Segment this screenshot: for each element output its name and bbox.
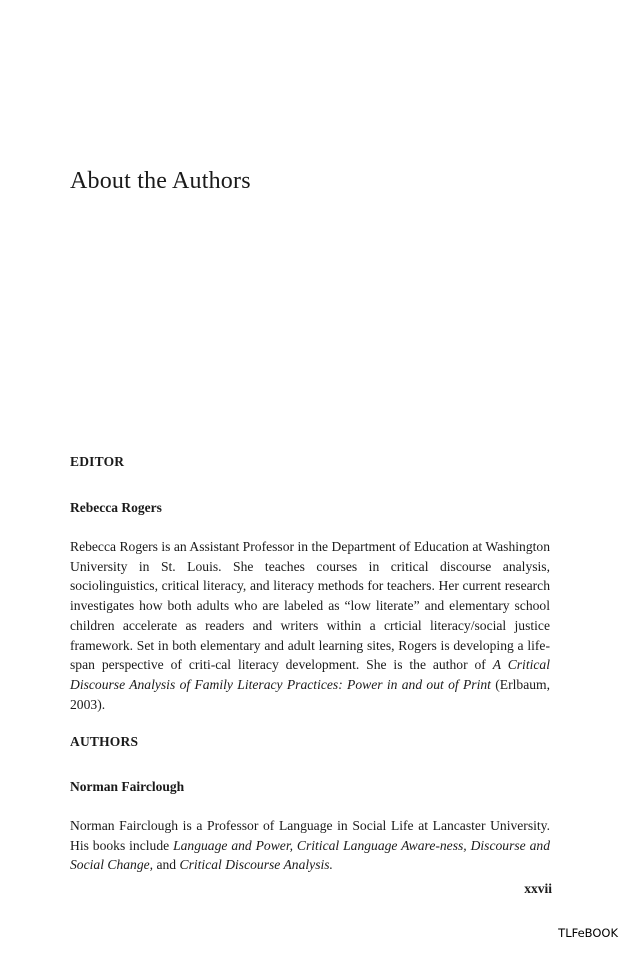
author-books: Language and Power, Critical Language Aware-ness, Discourse and Social Change,: [70, 837, 550, 873]
editor-book-title: A Critical Discourse Analysis of Family Literacy Practices: Power in and out of Print: [70, 657, 550, 692]
page-title: About the Authors: [70, 168, 251, 194]
author-name: Norman Fairclough: [70, 779, 185, 794]
editor-book-citation: (Erlbaum, 2003).: [70, 676, 550, 712]
watermark: TLFeBOOK: [558, 926, 618, 940]
editor-bio-text: Rebecca Rogers is an Assistant Professor in the Department of Education at Washington University in St. Louis. She teaches courses in critical discourse analysis, sociolinguistics, critical literacy, and literacy methods for teachers. Her current research investigates how both adults who are labeled as “low literate” and elementary school children accelerate as readers and writers within a crticial literacy/social justice framework. Set in both elementary and adult learning sites, Rogers is developing a life-span perspective of criti-cal literacy development. She is the author of: [70, 539, 550, 673]
author-bio-conjunction: and: [153, 857, 180, 873]
author-bio: [70, 816, 550, 875]
editor-bio: [70, 537, 550, 714]
editor-heading: EDITOR: [70, 454, 125, 469]
page-number: xxvii: [524, 881, 552, 896]
author-bio-text: Norman Fairclough is a Professor of Language in Social Life at Lancaster University. His books include: [70, 818, 550, 853]
authors-heading: AUTHORS: [70, 734, 139, 749]
editor-name: Rebecca Rogers: [70, 500, 162, 515]
author-book-final: Critical Discourse Analysis.: [179, 857, 333, 873]
